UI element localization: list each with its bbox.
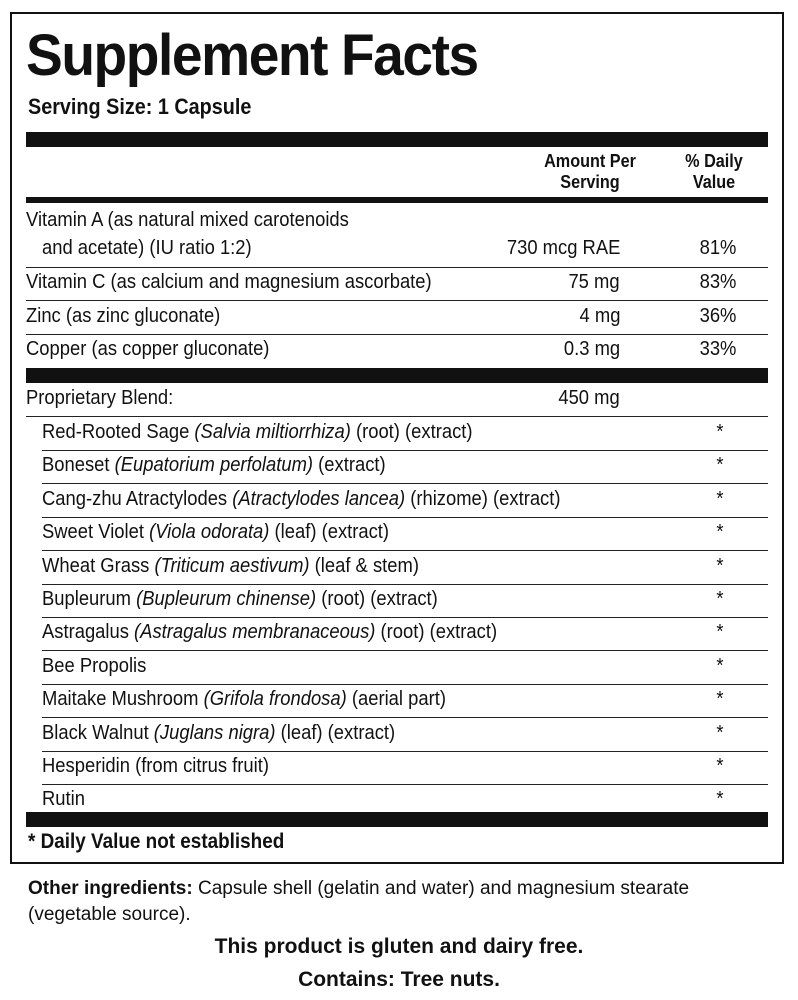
nutrient-dv: 81% [699,237,737,259]
ingredient-common-name: Black Walnut [42,721,149,744]
amount-per-serving-header [527,151,653,193]
nutrient-amount: 4 mg [579,305,620,327]
ingredient-part: (leaf) (extract) [274,521,390,544]
ingredient-dv: * [716,454,724,477]
ingredient-latin-name: (Salvia miltiorrhiza) [194,421,351,443]
ingredient-part: (leaf & stem) [314,554,419,577]
blend-ingredient [42,488,561,511]
nutrient-name: Copper (as copper gluconate) [26,338,270,360]
row-divider [26,300,768,301]
nutrient-name: Vitamin C (as calcium and magnesium ascorbate) [26,271,432,293]
blend-ingredient [42,454,386,477]
ingredient-dv: * [716,788,724,811]
blend-ingredient [42,555,419,578]
ingredient-part: (rhizome) (extract) [410,487,561,510]
ingredient-part: (root) (extract) [321,588,438,610]
ingredient-latin-name: (Bupleurum chinense) [136,588,317,610]
ingredient-common-name: Sweet Violet [42,521,144,544]
other-ingredients [28,876,768,928]
ingredient-part: (root) (extract) [355,421,473,443]
ingredient-common-name: Red-Rooted Sage [42,421,190,443]
serving-size: Serving Size: 1 Capsule [28,94,252,119]
row-divider [42,717,768,718]
nutrient-dv: 36% [699,305,737,327]
row-divider [26,416,768,417]
ingredient-common-name: Bupleurum [42,588,131,610]
row-divider [42,617,768,618]
supplement-facts-panel [10,12,784,864]
ingredient-latin-name: (Viola odorata) [149,521,270,544]
blend-name: Proprietary Blend: [26,387,174,409]
ingredient-common-name: Boneset [42,454,110,477]
ingredient-part: (leaf) (extract) [280,721,396,744]
row-divider [42,483,768,484]
allergen-statement: Contains: Tree nuts. [298,968,500,991]
ingredient-common-name: Bee Propolis [42,654,147,677]
row-divider [42,450,768,451]
ingredient-part: (root) (extract) [380,621,498,644]
ingredient-latin-name: (Juglans nigra) [153,721,276,744]
ingredient-common-name: Wheat Grass [42,554,150,577]
ingredient-latin-name: (Atractylodes lancea) [232,487,406,510]
ingredient-latin-name: (Astragalus membranaceous) [134,621,376,644]
dv-footnote: * Daily Value not established [28,830,285,853]
row-divider [26,267,768,268]
ingredient-part: (aerial part) [351,688,446,711]
ingredient-dv: * [716,721,724,744]
thick-rule-bottom [26,812,768,827]
blend-ingredient [42,722,395,745]
ingredient-latin-name: (Grifola frondosa) [203,688,347,711]
amount-header-line2: Serving [560,172,620,192]
row-divider [42,517,768,518]
row-divider [42,584,768,585]
row-divider [42,684,768,685]
ingredient-dv: * [716,755,724,777]
blend-ingredient [42,621,497,644]
blend-ingredient [42,788,85,811]
ingredient-dv: * [716,521,724,544]
ingredient-latin-name: (Triticum aestivum) [154,554,310,577]
blend-ingredient [42,655,146,678]
ingredient-dv: * [716,421,724,443]
row-divider [42,550,768,551]
row-divider [26,334,768,335]
row-divider [42,650,768,651]
ingredient-common-name: Cang-zhu Atractylodes [42,487,228,510]
nutrient-name-line2: and acetate) (IU ratio 1:2) [42,237,252,259]
blend-ingredient [42,521,389,544]
ingredient-dv: * [716,621,724,644]
header-rule [26,197,768,203]
blend-ingredient [42,588,438,611]
nutrient-name-line1: Vitamin A (as natural mixed carotenoids [26,209,349,231]
blend-ingredient [42,421,473,444]
ingredient-dv: * [716,554,724,577]
nutrient-amount: 75 mg [568,271,620,293]
other-ingredients-text: Capsule shell (gelatin and water) and magnesium stearate (vegetable source). [28,878,690,925]
gluten-dairy-statement: This product is gluten and dairy free. [214,935,584,958]
ingredient-common-name: Astragalus [42,621,129,644]
other-ingredients-label: Other ingredients: [28,878,193,899]
nutrient-dv: 83% [699,271,737,293]
dv-header-line2: Value [692,172,736,192]
nutrient-dv: 33% [699,338,737,360]
nutrient-amount: 730 mcg RAE [506,237,620,259]
blend-ingredient [42,755,269,778]
ingredient-common-name: Maitake Mushroom [42,688,199,711]
row-divider [42,784,768,785]
amount-header-line1: Amount Per [544,151,636,171]
ingredient-common-name: Rutin [42,788,85,811]
ingredient-common-name: Hesperidin (from citrus fruit) [42,755,269,777]
ingredient-dv: * [716,588,724,610]
panel-title: Supplement Facts [26,23,478,88]
ingredient-dv: * [716,654,724,677]
ingredient-latin-name: (Eupatorium perfolatum) [114,454,314,477]
row-divider [42,751,768,752]
thick-rule-top [26,132,768,147]
ingredient-dv: * [716,487,724,510]
nutrient-amount: 0.3 mg [563,338,620,360]
ingredient-dv: * [716,688,724,711]
daily-value-header [673,151,756,193]
nutrient-name: Zinc (as zinc gluconate) [26,305,221,327]
blend-ingredient [42,688,446,711]
ingredient-part: (extract) [318,454,386,477]
thick-rule-middle [26,368,768,383]
blend-amount: 450 mg [558,387,620,409]
dv-header-line1: % Daily [685,151,743,171]
